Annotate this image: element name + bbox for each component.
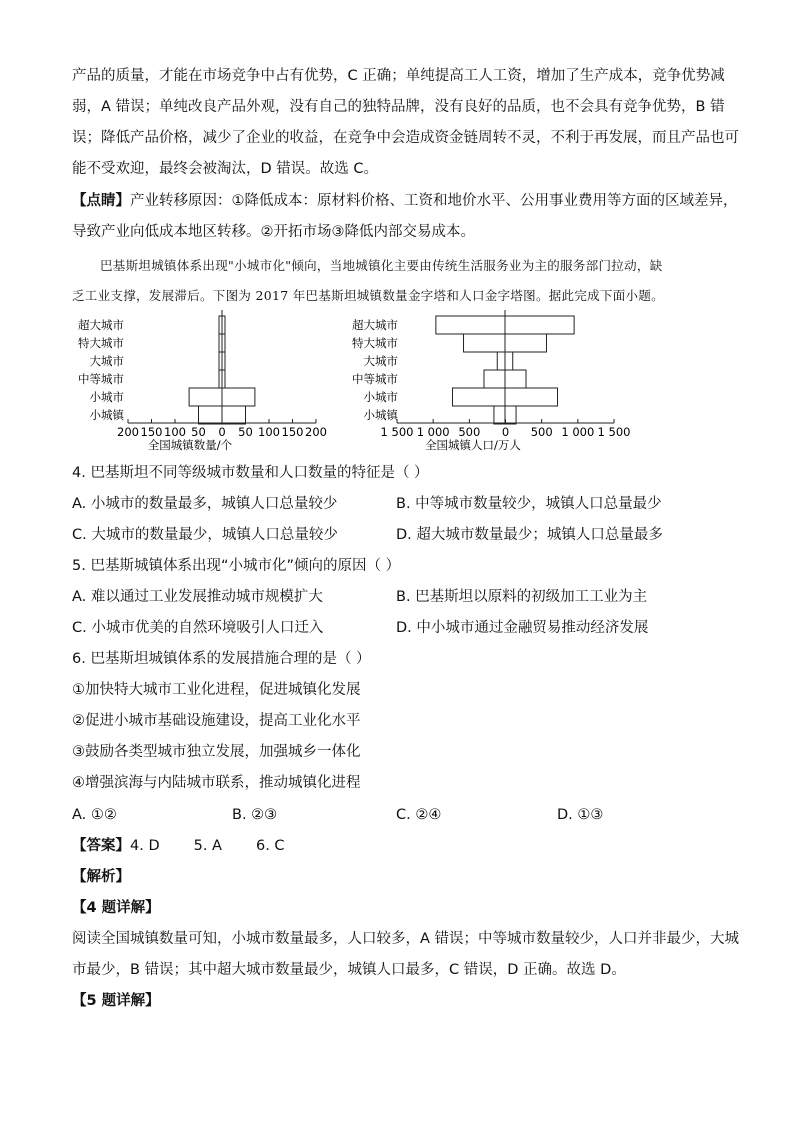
option-a[interactable]: A. 难以通过工业发展推动城市规模扩大 [72,589,323,605]
detail-4-line: 阅读全国城镇数量可知，小城市数量最多，人口较多，A 错误；中等城市数量较少，人口并非最少，大城 [72,931,740,947]
x-tick-label: 0 [218,425,226,439]
x-tick-label: 50 [191,425,206,439]
x-tick-label: 1 500 [380,425,414,439]
option-c[interactable]: C. 大城市的数量最少，城镇人口总量较少 [72,527,338,543]
option-d[interactable]: D. ①③ [557,807,604,823]
detail-4-label: 【4 题详解】 [72,900,160,916]
answer-4: 4. D [130,838,160,854]
x-tick-label: 1 000 [416,425,450,439]
tip-label: 【点睛】 [72,193,130,209]
statement: ①加快特大城市工业化进程，促进城镇化发展 [72,682,361,698]
intro-line: 巴基斯坦城镇体系出现"小城市化"倾向，当地城镇化主要由传统生活服务业为主的服务部门拉动，缺 [100,258,663,273]
x-tick-label: 100 [164,425,186,439]
option-c[interactable]: C. 小城市优美的自然环境吸引人口迁入 [72,620,324,636]
x-axis-label: 全国城镇人口/万人 [425,438,521,452]
category-label: 小城市 [363,390,398,404]
x-tick-label: 1 000 [561,425,595,439]
x-axis-label: 全国城镇数量/个 [147,438,233,452]
x-tick-label: 1 500 [597,425,631,439]
paragraph-line: 能不受欢迎，最终会被淘汰，D 错误。故选 C。 [72,161,379,177]
category-label: 小城镇 [89,408,124,422]
x-tick-label: 500 [530,425,553,439]
detail-4-line: 市最少，B 错误；其中超大城市数量最少，城镇人口最多，C 错误，D 正确。故选 D。 [72,962,626,978]
answer-line [72,836,732,856]
category-label: 特大城市 [352,336,398,350]
category-label: 超大城市 [352,318,398,332]
analysis-label: 【解析】 [72,869,130,885]
category-label: 小城市 [89,390,124,404]
question-stem: 4. 巴基斯坦不同等级城市数量和人口数量的特征是（ ） [72,465,429,481]
category-label: 超大城市 [78,318,124,332]
statement: ③鼓励各类型城市独立发展，加强城乡一体化 [72,744,361,760]
x-tick-label: 0 [501,425,510,439]
x-tick-label: 100 [258,425,280,439]
x-tick-label: 150 [281,425,304,439]
statement: ②促进小城市基础设施建设，提高工业化水平 [72,713,361,729]
option-b[interactable]: B. 中等城市数量较少，城镇人口总量最少 [396,496,662,512]
category-label: 小城镇 [363,408,398,422]
paragraph-line: 弱，A 错误；单纯改良产品外观，没有自己的独特品牌，没有良好的品质，也不会具有竞争优势，B 错 [72,99,725,115]
tip-line [72,191,738,211]
statement: ④增强滨海与内陆城市联系，推动城镇化进程 [72,775,361,791]
category-label: 大城市 [89,354,124,368]
option-d[interactable]: D. 超大城市数量最少；城镇人口总量最多 [396,527,663,543]
option-b[interactable]: B. 巴基斯坦以原料的初级加工工业为主 [396,589,648,605]
pyramid-charts [0,310,794,455]
category-label: 特大城市 [78,336,124,350]
x-tick-label: 150 [140,425,163,439]
category-label: 中等城市 [78,372,124,386]
option-b[interactable]: B. ②③ [232,807,278,823]
question-stem: 6. 巴基斯坦城镇体系的发展措施合理的是（ ） [72,651,371,667]
option-c[interactable]: C. ②④ [396,807,442,823]
intro-line: 乏工业支撑，发展滞后。下图为 2017 年巴基斯坦城镇数量金字塔和人口金字塔图。据此完成下面小题。 [72,288,664,303]
x-tick-label: 50 [238,425,253,439]
option-d[interactable]: D. 中小城市通过金融贸易推动经济发展 [396,620,649,636]
category-label: 中等城市 [352,372,398,386]
category-label: 大城市 [363,354,398,368]
answer-5: 5. A [193,838,222,854]
answer-6: 6. C [255,838,285,854]
question-stem: 5. 巴基斯城镇体系出现“小城市化”倾向的原因（ ） [72,558,401,574]
detail-5-label: 【5 题详解】 [72,993,160,1009]
answer-label: 【答案】 [72,838,130,854]
option-a[interactable]: A. ①② [72,807,117,823]
x-tick-label: 500 [458,425,481,439]
paragraph-line: 产品的质量，才能在市场竞争中占有优势，C 正确；单纯提高工人工资，增加了生产成本，竞争优势减 [72,68,725,84]
tip-text: 产业转移原因：①降低成本：原材料价格、工资和地价水平、公用事业费用等方面的区域差异， [130,193,738,209]
paragraph-line: 误；降低产品价格，减少了企业的收益，在竞争中会造成资金链周转不灵，不利于再发展，而且产品也可 [72,130,739,146]
option-a[interactable]: A. 小城市的数量最多，城镇人口总量较少 [72,496,338,512]
x-tick-label: 200 [117,425,139,439]
x-tick-label: 200 [305,425,327,439]
tip-line: 导致产业向低成本地区转移。②开拓市场③降低内部交易成本。 [72,224,475,240]
